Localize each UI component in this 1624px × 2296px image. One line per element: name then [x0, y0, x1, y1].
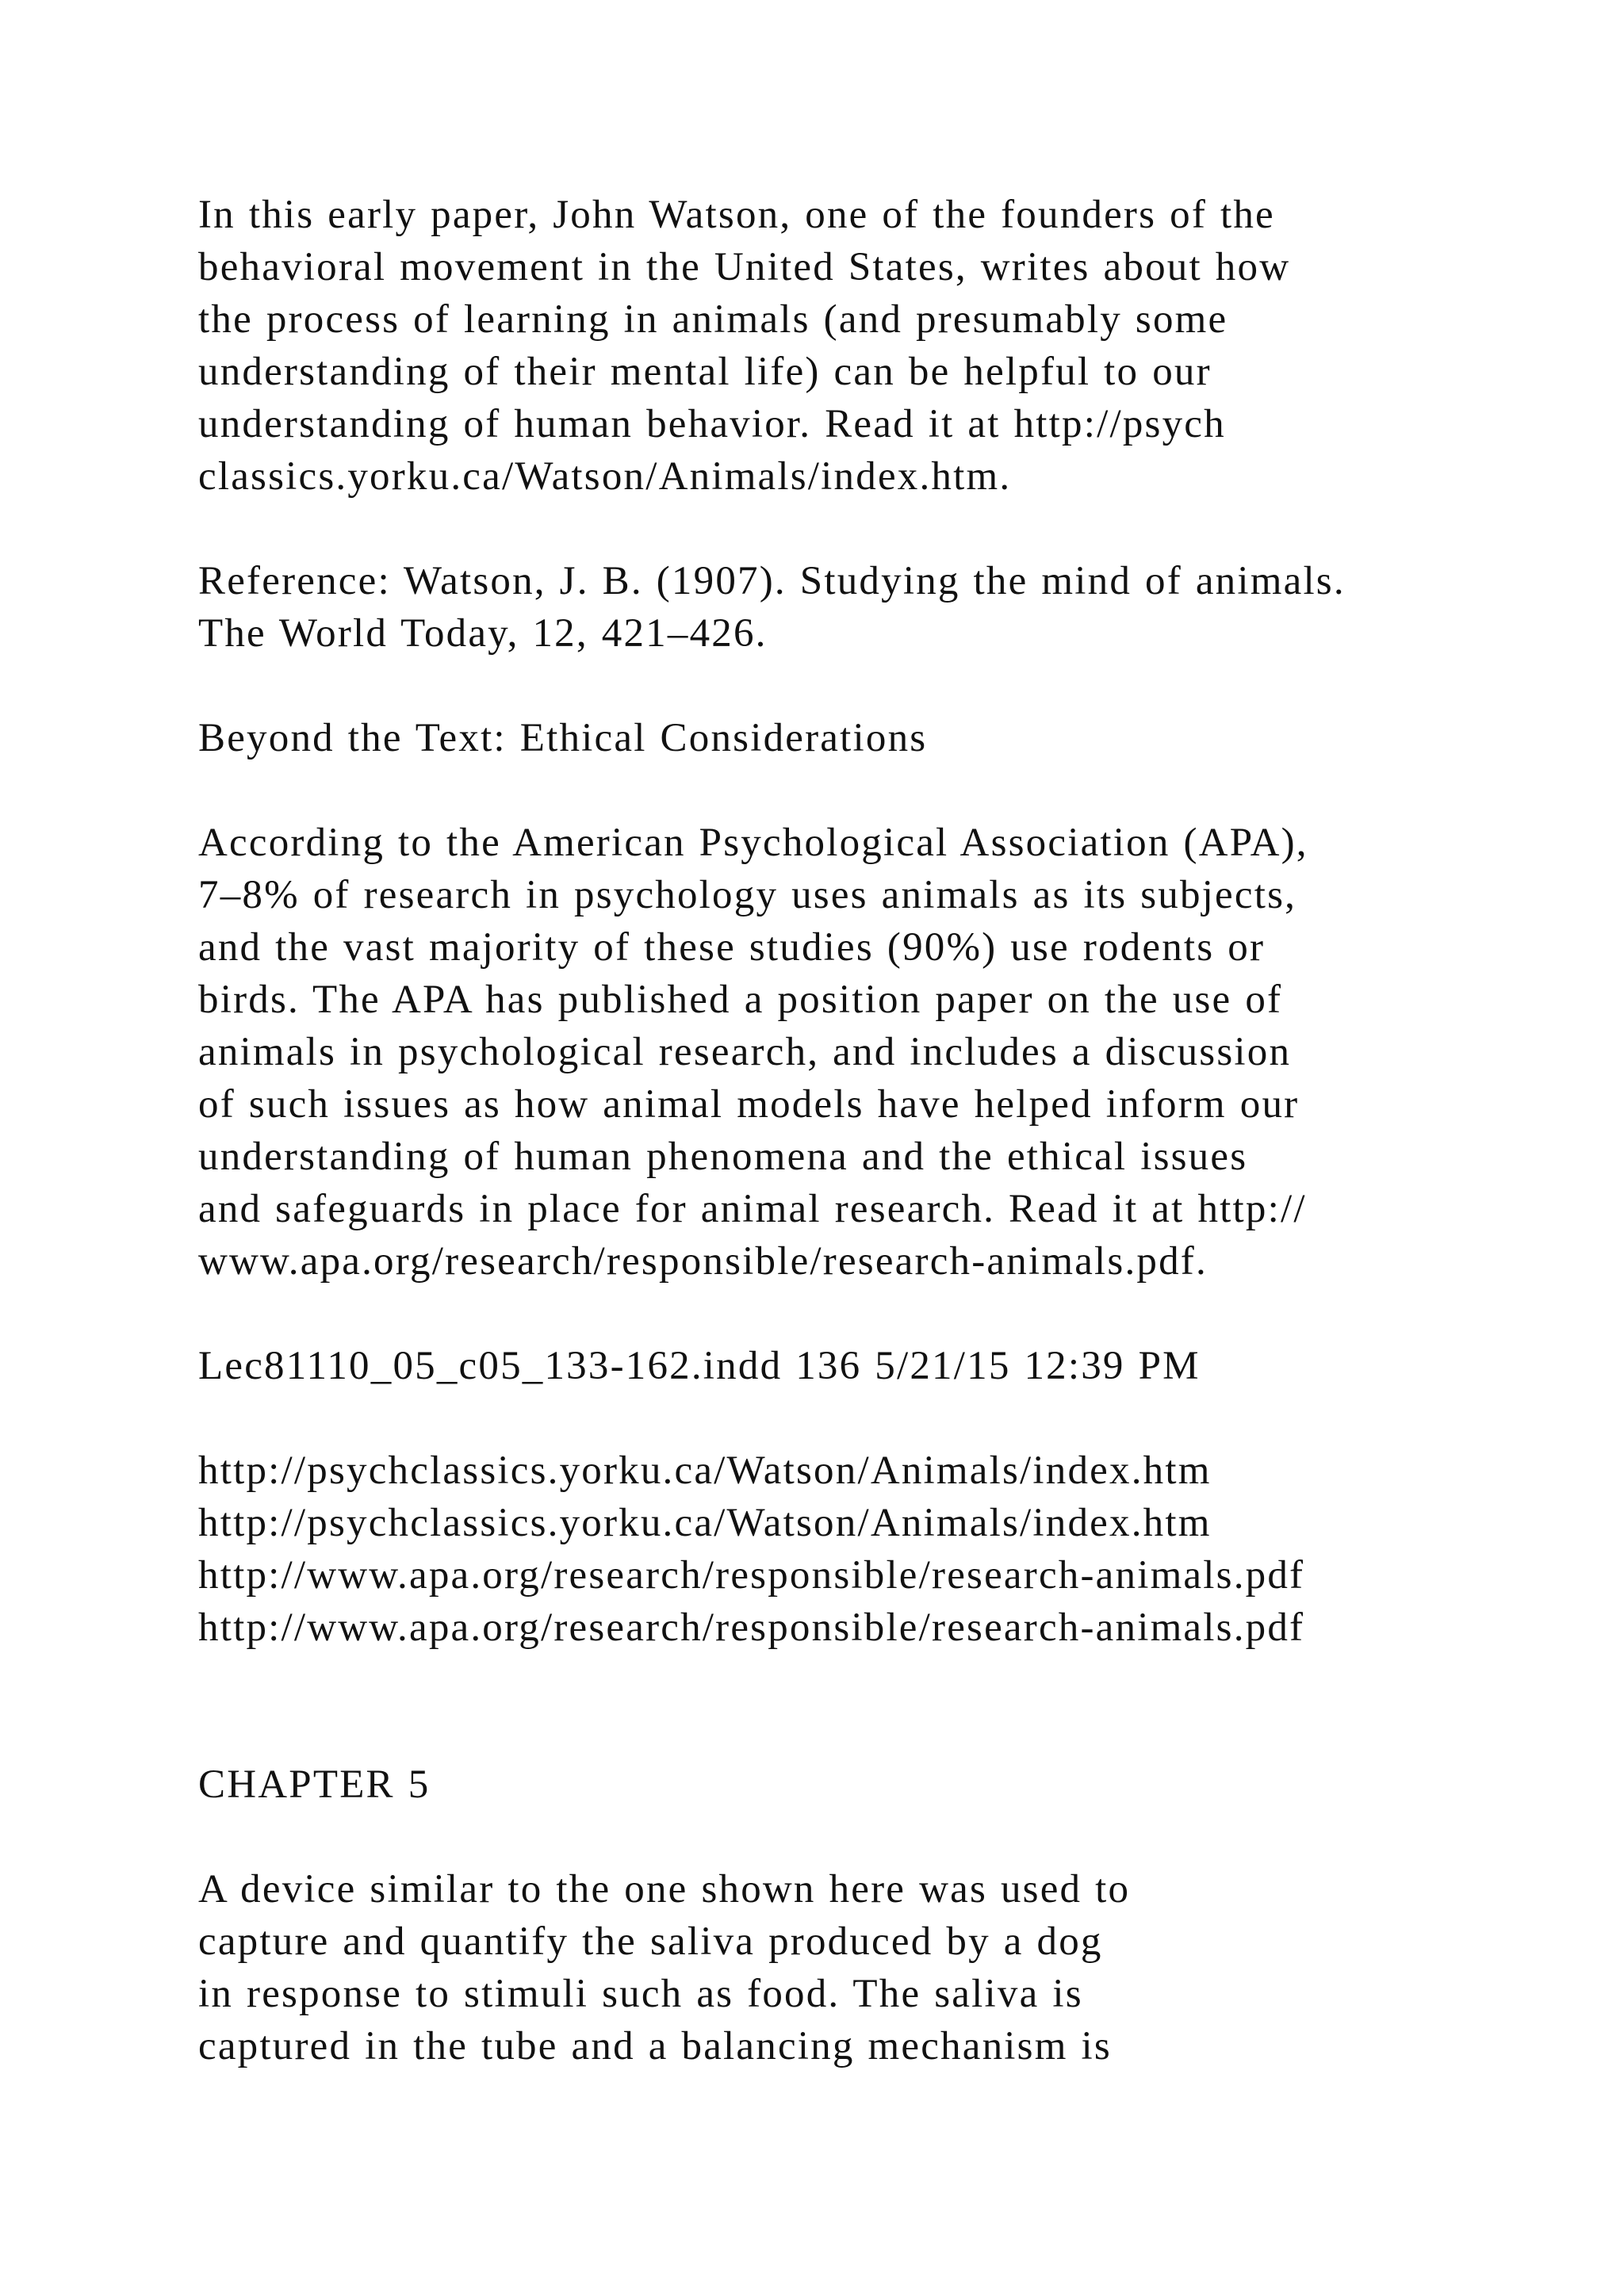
document-body: [198, 189, 1594, 2125]
text-line: capture and quantify the saliva produced by a dog: [198, 1919, 1103, 1964]
vertical-spacer: [198, 1706, 1594, 1758]
text-line: of such issues as how animal models have helped inform our: [198, 1082, 1300, 1127]
text-line: Beyond the Text: Ethical Considerations: [198, 716, 928, 760]
text-line: Lec81110_05_c05_133-162.indd 136 5/21/15 12:39 PM: [198, 1344, 1201, 1388]
text-line: In this early paper, John Watson, one of the founders of the: [198, 193, 1275, 237]
text-line: birds. The APA has published a position paper on the use of: [198, 978, 1283, 1022]
text-line: captured in the tube and a balancing mechanism is: [198, 2024, 1112, 2068]
text-line: www.apa.org/research/responsible/research-animals.pdf.: [198, 1239, 1208, 1284]
text-line: Reference: Watson, J. B. (1907). Studying the mind of animals.: [198, 559, 1346, 603]
text-line: http://psychclassics.yorku.ca/Watson/Animals/index.htm: [198, 1448, 1212, 1493]
url-list: [198, 1445, 1594, 1654]
text-line: understanding of their mental life) can be helpful to our: [198, 350, 1212, 394]
text-line: 7–8% of research in psychology uses animals as its subjects,: [198, 873, 1297, 917]
chapter-heading: [198, 1758, 1594, 1811]
text-line: understanding of human phenomena and the ethical issues: [198, 1135, 1248, 1179]
text-line: and the vast majority of these studies (90%) use rodents or: [198, 925, 1266, 970]
section-heading: [198, 712, 1594, 764]
text-line: http://psychclassics.yorku.ca/Watson/Animals/index.htm: [198, 1501, 1212, 1545]
indd-slug-line: [198, 1340, 1594, 1392]
text-line: behavioral movement in the United States, writes about how: [198, 245, 1291, 289]
text-line: animals in psychological research, and includes a discussion: [198, 1030, 1292, 1074]
text-line: understanding of human behavior. Read it at http://psych: [198, 402, 1226, 446]
text-line: the process of learning in animals (and presumably some: [198, 297, 1228, 342]
text-line: The World Today, 12, 421–426.: [198, 611, 768, 656]
caption-paragraph: [198, 1863, 1594, 2072]
text-line: http://www.apa.org/research/responsible/research-animals.pdf: [198, 1553, 1305, 1598]
apa-paragraph: [198, 817, 1594, 1288]
text-line: CHAPTER 5: [198, 1762, 431, 1807]
reference-paragraph: [198, 555, 1594, 660]
text-line: http://www.apa.org/research/responsible/research-animals.pdf: [198, 1605, 1305, 1650]
intro-paragraph: [198, 189, 1594, 503]
text-line: and safeguards in place for animal research. Read it at http://: [198, 1187, 1307, 1231]
text-line: According to the American Psychological Association (APA),: [198, 821, 1308, 865]
text-line: A device similar to the one shown here was used to: [198, 1867, 1131, 1911]
text-line: in response to stimuli such as food. The saliva is: [198, 1972, 1083, 2016]
text-line: classics.yorku.ca/Watson/Animals/index.htm.: [198, 454, 1012, 499]
